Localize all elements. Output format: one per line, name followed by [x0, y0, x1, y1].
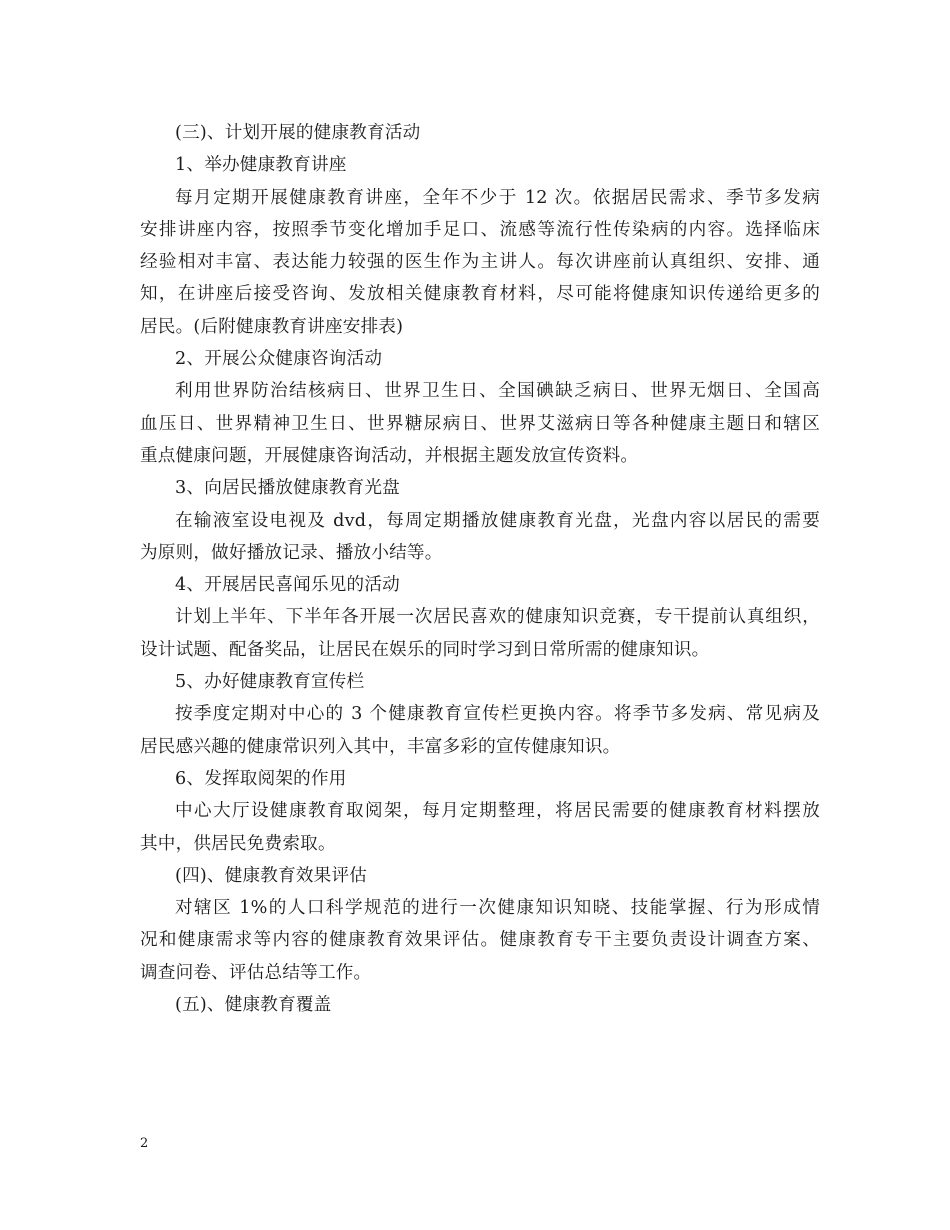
paragraph-line: 安排讲座内容，按照季节变化增加手足口、流感等流行性传染病的内容。选择临床 [140, 219, 820, 240]
document-body [140, 117, 820, 1021]
paragraph-line: 按季度定期对中心的 3 个健康教育宣传栏更换内容。将季节多发病、常见病及 [175, 704, 820, 725]
item-heading-2: 2、开展公众健康咨询活动 [175, 349, 383, 370]
section-heading-4: (四)、健康教育效果评估 [175, 865, 368, 886]
paragraph-line: 对辖区 1%的人口科学规范的进行一次健康知识知晓、技能掌握、行为形成情 [175, 898, 820, 919]
item-heading-5: 5、办好健康教育宣传栏 [175, 672, 365, 693]
item-heading-3: 3、向居民播放健康教育光盘 [175, 478, 400, 499]
paragraph-line: 血压日、世界精神卫生日、世界糖尿病日、世界艾滋病日等各种健康主题日和辖区 [140, 413, 820, 434]
paragraph-line: 其中，供居民免费索取。 [140, 833, 336, 854]
section-heading-3: (三)、计划开展的健康教育活动 [175, 123, 421, 143]
item-heading-4: 4、开展居民喜闻乐见的活动 [175, 575, 400, 596]
item-heading-6: 6、发挥取阅架的作用 [175, 768, 347, 789]
item-heading-1: 1、举办健康教育讲座 [175, 155, 347, 176]
page-number: 2 [140, 1136, 149, 1151]
paragraph-line: 居民。(后附健康教育讲座安排表) [140, 316, 404, 337]
paragraph-line: 中心大厅设健康教育取阅架，每月定期整理，将居民需要的健康教育材料摆放 [175, 801, 820, 822]
paragraph-line: 知，在讲座后接受咨询、发放相关健康教育材料，尽可能将健康知识传递给更多的 [140, 284, 820, 305]
paragraph-line: 每月定期开展健康教育讲座，全年不少于 12 次。依据居民需求、季节多发病 [175, 187, 820, 208]
paragraph-line: 设计试题、配备奖品，让居民在娱乐的同时学习到日常所需的健康知识。 [140, 639, 710, 660]
section-heading-5: (五)、健康教育覆盖 [175, 995, 332, 1016]
paragraph-line: 调查问卷、评估总结等工作。 [140, 962, 372, 983]
paragraph-line: 计划上半年、下半年各开展一次居民喜欢的健康知识竞赛，专干提前认真组织， [175, 607, 820, 628]
paragraph-line: 经验相对丰富、表达能力较强的医生作为主讲人。每次讲座前认真组织、安排、通 [140, 252, 820, 273]
paragraph-line: 利用世界防治结核病日、世界卫生日、全国碘缺乏病日、世界无烟日、全国高 [175, 381, 820, 402]
paragraph-line: 居民感兴趣的健康常识列入其中，丰富多彩的宣传健康知识。 [140, 736, 621, 757]
paragraph-line: 在输液室设电视及 dvd，每周定期播放健康教育光盘，光盘内容以居民的需要 [175, 510, 820, 531]
paragraph-line: 况和健康需求等内容的健康教育效果评估。健康教育专干主要负责设计调查方案、 [140, 930, 820, 951]
paragraph-line: 重点健康问题，开展健康咨询活动，并根据主题发放宣传资料。 [140, 445, 639, 466]
paragraph-line: 为原则，做好播放记录、播放小结等。 [140, 542, 443, 563]
